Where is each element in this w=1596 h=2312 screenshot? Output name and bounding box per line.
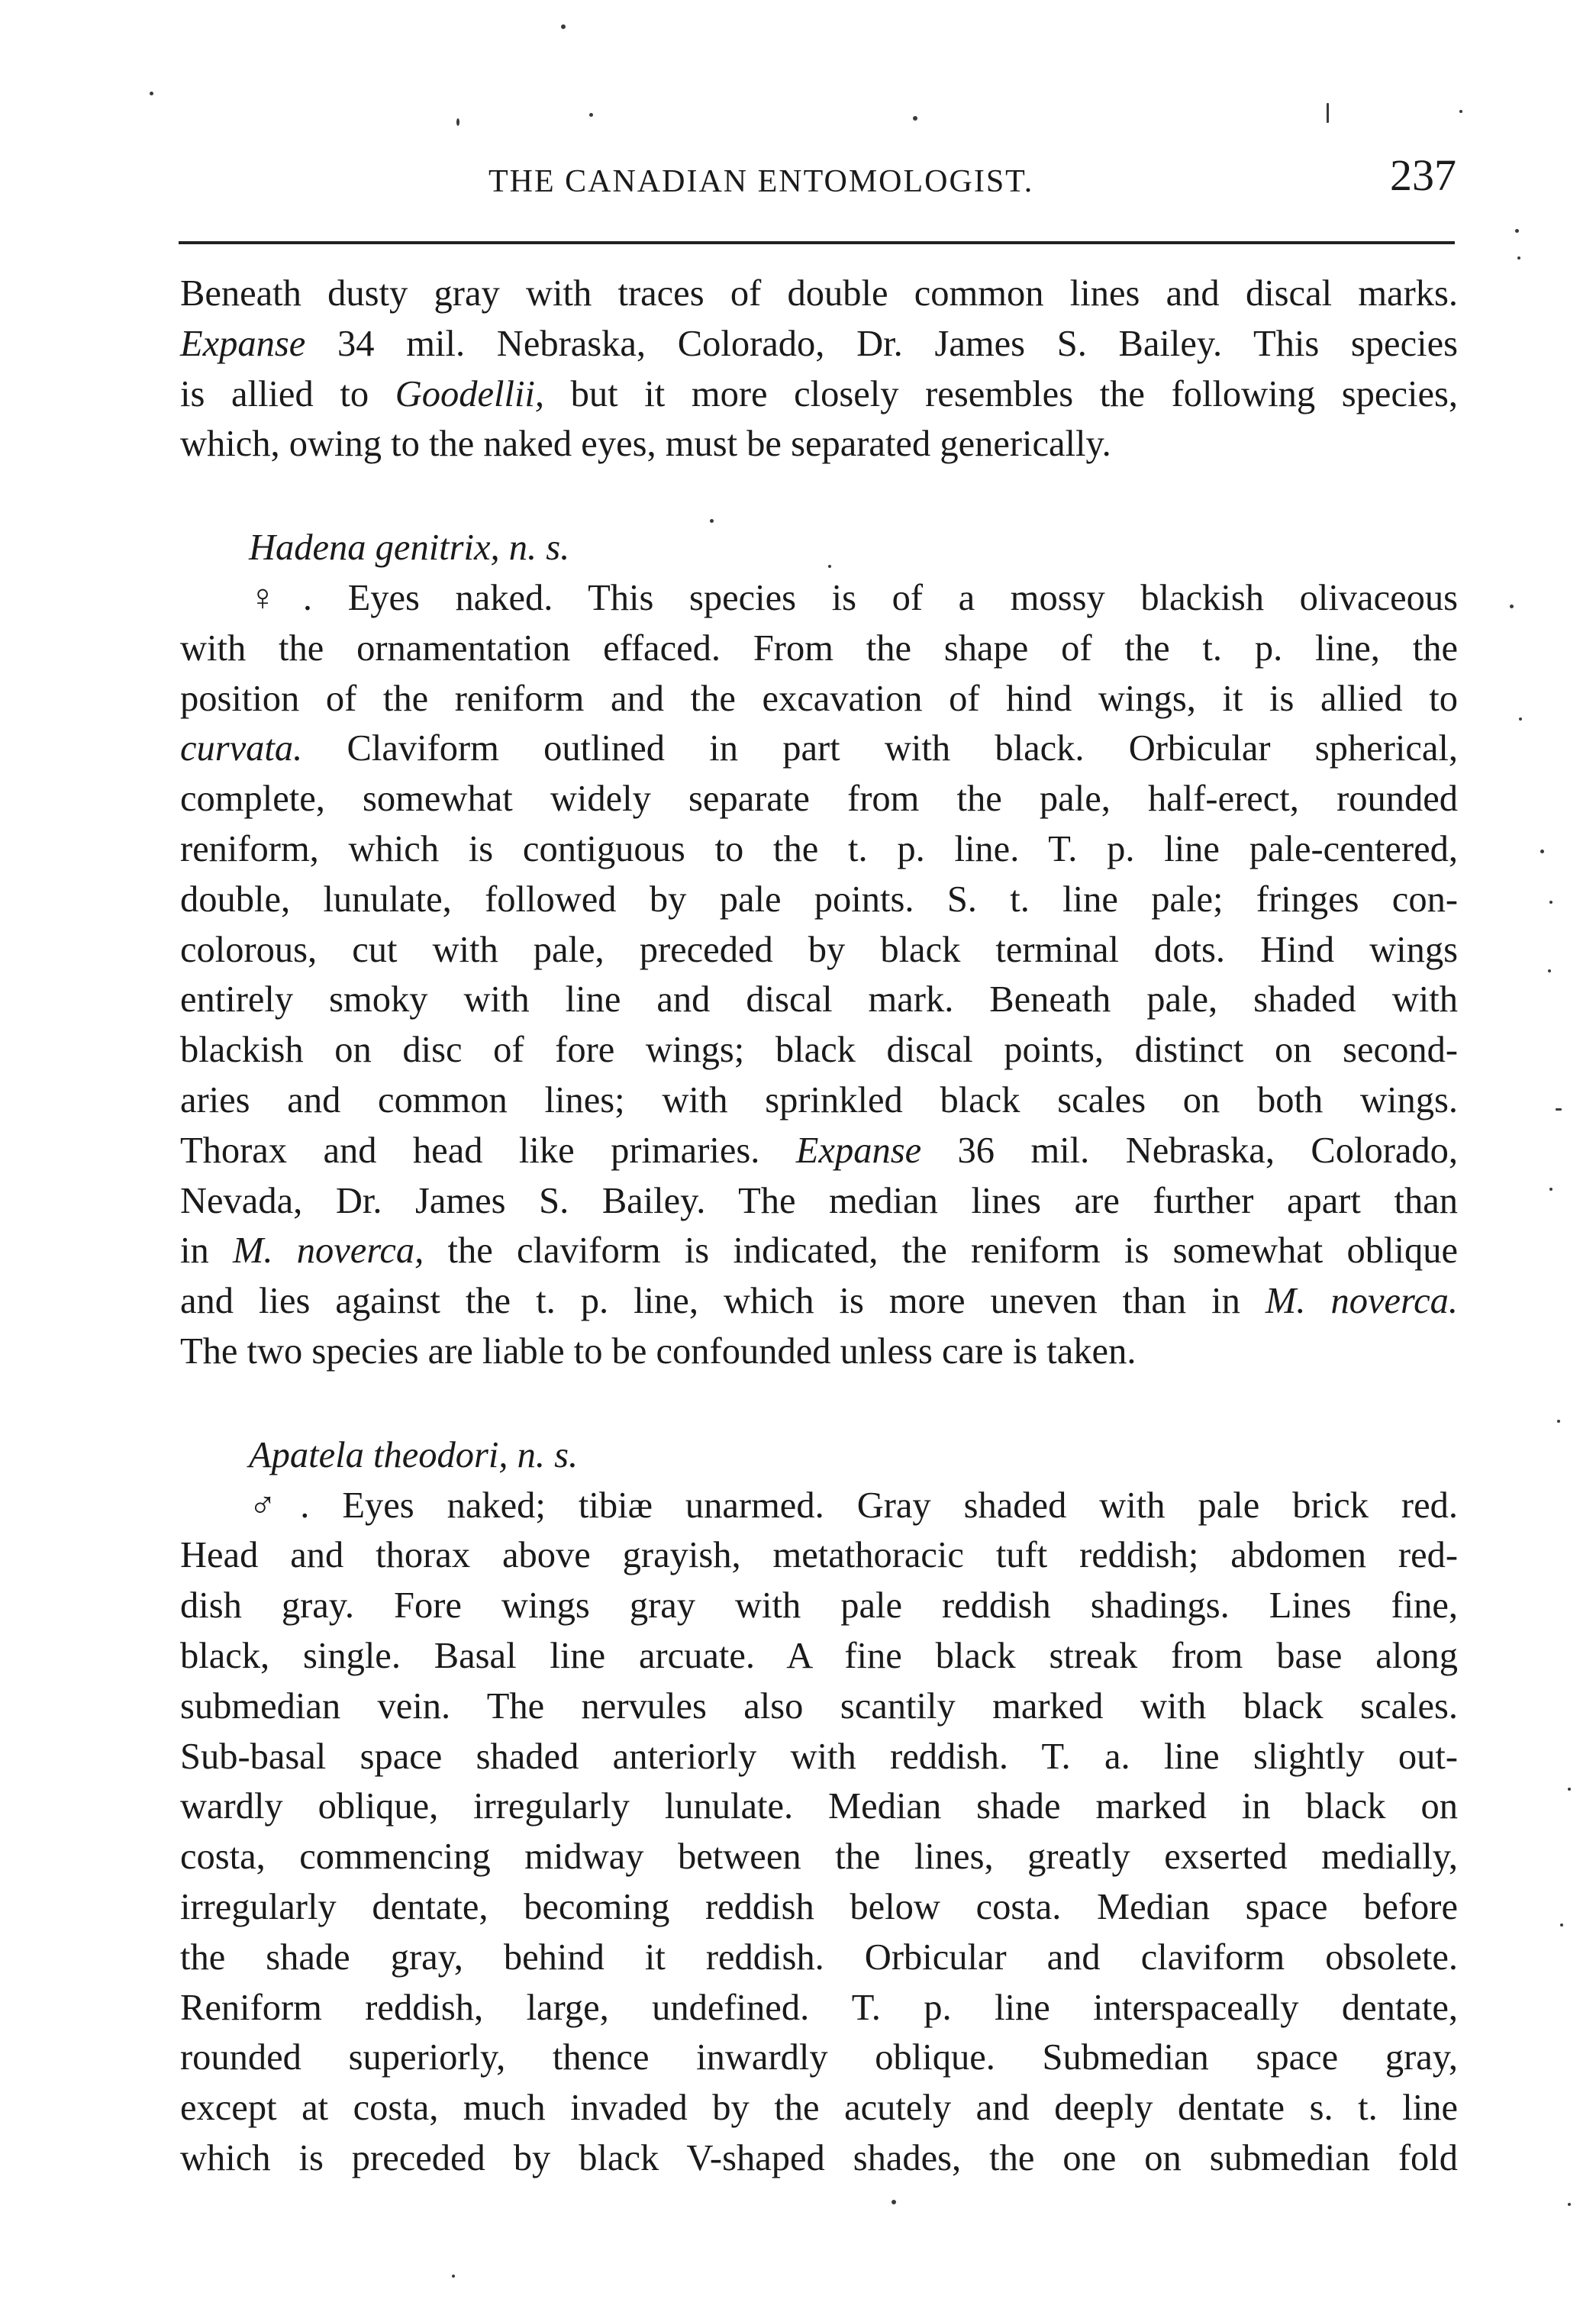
running-title: THE CANADIAN ENTOMOLOGIST. [488,164,1034,199]
text-line: position of the reniform and the excavation of hind wings, it is allied to [180,678,1458,719]
text-line: double, lunulate, followed by pale points. S. t. line pale; fringes con- [180,879,1458,920]
scan-speck [1568,1788,1571,1791]
text-line: in M. noverca, the claviform is indicated, the reniform is somewhat oblique [180,1230,1458,1272]
italic-term: M. noverca, [232,1230,424,1272]
text-line: with the ornamentation effaced. From the shape of the t. p. line, the [180,627,1458,669]
scan-speck [561,24,566,29]
header-rule [179,241,1455,244]
text-line: entirely smoky with line and discal mark. Beneath pale, shaded with [180,979,1458,1021]
text-line: except at costa, much invaded by the acutely and deeply dentate s. t. line [180,2088,1458,2129]
scan-speck [1515,229,1519,233]
text-line: Expanse 34 mil. Nebraska, Colorado, Dr. James S. Bailey. This species [180,323,1458,364]
scan-speck [1557,1420,1560,1423]
scan-speck [1517,256,1520,260]
text-line: Beneath dusty gray with traces of double common lines and discal marks. [180,273,1458,314]
text-line: complete, somewhat widely separate from the pale, half-erect, rounded [180,779,1458,820]
scan-speck [1560,1923,1563,1927]
scan-speck [452,2275,455,2278]
text-line: submedian vein. The nervules also scantily marked with black scales. [180,1685,1458,1727]
scan-speck [1548,969,1551,972]
text-line: Sub-basal space shaded anteriorly with reddish. T. a. line slightly out- [180,1736,1458,1777]
text-line: Nevada, Dr. James S. Bailey. The median lines are further apart than [180,1180,1458,1221]
text-line: is allied to Goodellii, but it more closely resembles the following species, [180,373,1458,414]
scan-speck [1519,717,1522,721]
scan-speck [1327,103,1329,123]
text-line: and lies against the t. p. line, which is more uneven than in M. noverca. [180,1281,1458,1322]
text-line: ♂. Eyes naked; tibiæ unarmed. Gray shaded with pale brick red. [249,1485,1458,1526]
scan-speck [1549,901,1552,904]
species-heading: Apatela theodori, n. s. [249,1434,579,1475]
text-line: Head and thorax above grayish, metathoracic tuft reddish; abdomen red- [180,1535,1458,1576]
text-line: the shade gray, behind it reddish. Orbicular and claviform obsolete. [180,1936,1458,1978]
scan-speck [589,113,593,117]
scan-speck [1568,2203,1571,2206]
text-line: reniform, which is contiguous to the t. p. line. T. p. line pale-centered, [180,828,1458,869]
text-line: wardly oblique, irregularly lunulate. Median shade marked in black on [180,1786,1458,1827]
scan-speck [892,2200,896,2204]
text-line: colorous, cut with pale, preceded by black terminal dots. Hind wings [180,929,1458,970]
running-header [180,150,1456,211]
italic-term: Goodellii, [395,373,545,414]
text-line: aries and common lines; with sprinkled black scales on both wings. [180,1079,1458,1121]
text-line: curvata. Claviform outlined in part with black. Orbicular spherical, [180,728,1458,769]
text-line: The two species are liable to be confounded unless care is taken. [180,1330,1137,1372]
scan-speck [150,92,153,95]
scan-speck [1556,1108,1562,1111]
scan-speck [1510,605,1514,608]
scan-speck [1459,110,1462,113]
text-line: which, owing to the naked eyes, must be separated generically. [180,424,1111,465]
scan-speck [1549,1188,1552,1191]
italic-term: Expanse [795,1130,922,1171]
article-body [180,269,1458,2184]
italic-term: M. noverca. [1265,1281,1458,1322]
italic-term: curvata. [180,728,303,769]
text-line: ♀. Eyes naked. This species is of a mossy blackish olivaceous [249,577,1458,618]
text-line: dish gray. Fore wings gray with pale reddish shadings. Lines fine, [180,1585,1458,1627]
text-line: black, single. Basal line arcuate. A fine black streak from base along [180,1635,1458,1676]
scan-speck [913,116,917,121]
text-line: costa, commencing midway between the lines, greatly exserted medially, [180,1836,1458,1878]
scan-speck [1540,850,1544,853]
page-number: 237 [1390,150,1456,200]
text-line: Thorax and head like primaries. Expanse 36 mil. Nebraska, Colorado, [180,1130,1459,1171]
scan-speck [456,118,459,126]
text-line: rounded superiorly, thence inwardly oblique. Submedian space gray, [180,2037,1458,2078]
text-line: irregularly dentate, becoming reddish below costa. Median space before [180,1886,1458,1927]
text-line: which is preceded by black V-shaped shades, the one on submedian fold [180,2137,1458,2178]
species-heading: Hadena genitrix, n. s. [249,527,570,569]
text-line: blackish on disc of fore wings; black discal points, distinct on second- [180,1030,1458,1071]
text-line: Reniform reddish, large, undefined. T. p. line interspaceally dentate, [180,1987,1458,2028]
italic-term: Expanse [180,323,306,364]
